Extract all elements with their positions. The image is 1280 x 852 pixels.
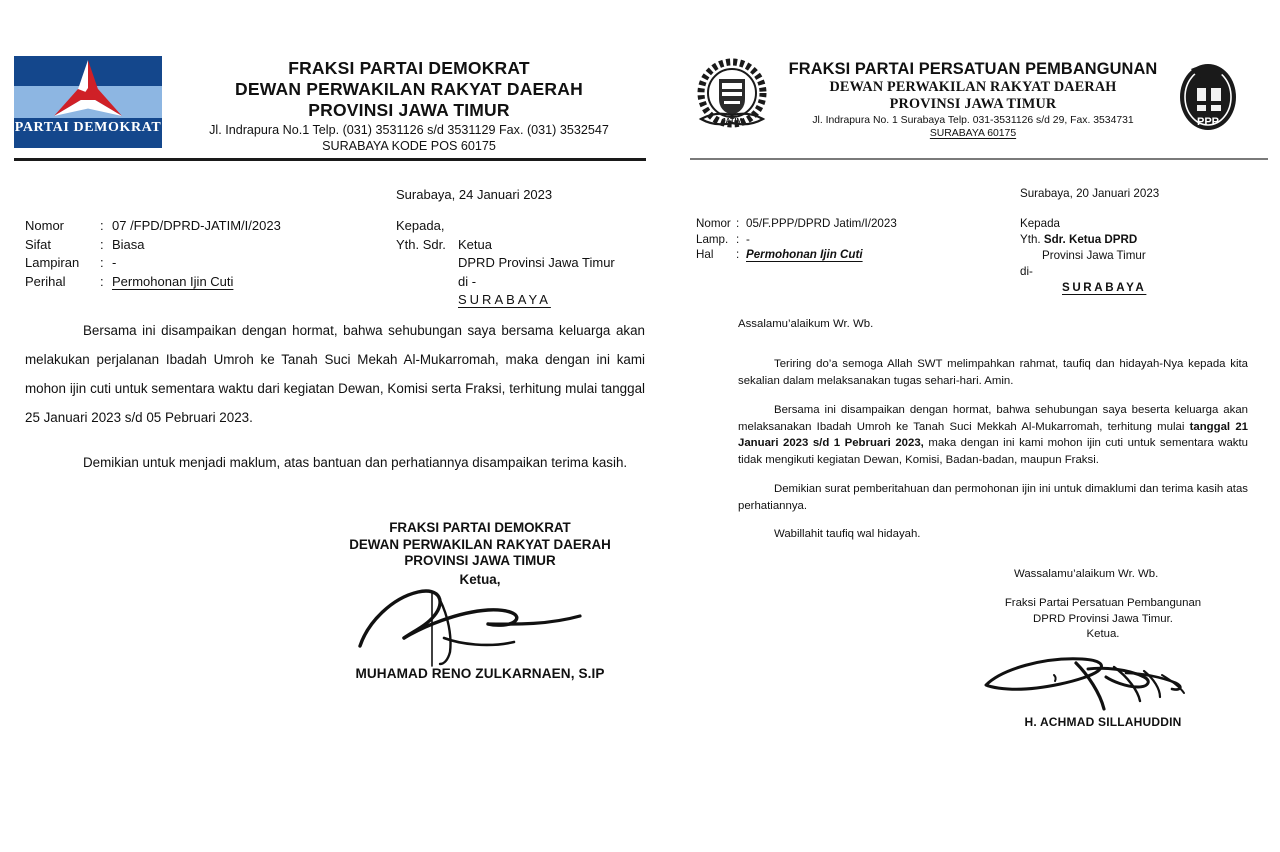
signature-org-line-2: DPRD Provinsi Jawa Timur. <box>1033 612 1173 625</box>
ppp-party-emblem-icon <box>1173 57 1243 135</box>
meta-row <box>25 236 281 255</box>
meta-value-subject: Permohonan Ijin Cuti <box>746 248 863 261</box>
meta-sep: : <box>100 255 104 270</box>
signature-image-wrapper <box>300 588 660 666</box>
meta-row <box>696 232 897 248</box>
meta-row <box>25 217 281 236</box>
closing-wabillahit: Wabillahit taufiq wal hidayah. <box>774 528 921 540</box>
closing-wassalam: Wassalamu’alaikum Wr. Wb. <box>1014 568 1159 580</box>
logo-caption: PARTAI DEMOKRAT <box>14 120 162 135</box>
meta-row <box>696 247 897 263</box>
meta-key: Lamp. <box>696 232 729 246</box>
meta-row <box>696 216 897 232</box>
org-line-2: DEWAN PERWAKILAN RAKYAT DAERAH <box>829 79 1117 95</box>
signature-role: Ketua. <box>1086 628 1120 640</box>
body-text: Bersama ini disampaikan dengan hormat, bahwa sehubungan saya beserta keluarga akan melaksanakan Ibadah Umroh ke Tanah Suci Mekkah Al-Mukarromah, terhitung mulai <box>738 404 1248 433</box>
addressee-name: Ketua <box>458 236 492 252</box>
header-divider-right <box>690 158 1268 160</box>
meta-sep: : <box>736 248 740 261</box>
signature-org-line-1: FRAKSI PARTAI DEMOKRAT <box>389 520 571 535</box>
org-postal: SURABAYA KODE POS 60175 <box>322 139 496 153</box>
meta-sep: : <box>100 236 104 252</box>
meta-key: Sifat <box>25 236 52 252</box>
meta-key: Perihal <box>25 273 66 289</box>
meta-key: Nomor <box>696 217 731 230</box>
partai-demokrat-logo <box>14 56 162 148</box>
body-paragraph <box>738 402 1248 468</box>
addressee-block-right <box>1020 216 1146 296</box>
addressee-yth-prefix: Yth. <box>1020 233 1041 246</box>
header-divider-left <box>14 158 646 161</box>
org-line-1: FRAKSI PARTAI PERSATUAN PEMBANGUNAN <box>788 60 1158 78</box>
meta-row <box>25 254 281 273</box>
body-paragraph: Demikian untuk menjadi maklum, atas bantuan dan perhatiannya disampaikan terima kasih. <box>83 455 628 470</box>
org-address: Jl. Indrapura No. 1 Surabaya Telp. 031-3531126 s/d 29, Fax. 3534731 <box>812 115 1134 126</box>
org-postal: SURABAYA 60175 <box>929 128 1017 139</box>
meta-key: Nomor <box>25 218 65 233</box>
tristar-icon <box>48 58 128 122</box>
signature-org-line-1: Fraksi Partai Persatuan Pembangunan <box>1004 597 1202 609</box>
org-address: Jl. Indrapura No.1 Telp. (031) 3531126 s/d 3531129 Fax. (031) 3532547 <box>209 123 609 137</box>
addressee-institution: DPRD Provinsi Jawa Timur <box>458 255 615 270</box>
signature-icon <box>976 633 1226 717</box>
letterhead-left <box>0 52 660 157</box>
signature-image-wrapper <box>938 643 1268 715</box>
addressee-yth: Yth. Sdr. <box>396 236 446 252</box>
body-paragraph <box>738 481 1248 514</box>
org-line-3: PROVINSI JAWA TIMUR <box>889 96 1057 112</box>
meta-key: Lampiran <box>25 255 80 270</box>
signature-icon <box>348 582 598 668</box>
org-line-1: FRAKSI PARTAI DEMOKRAT <box>288 58 530 78</box>
signature-name: MUHAMAD RENO ZULKARNAEN, S.IP <box>355 665 605 681</box>
letter-body-left <box>25 316 645 493</box>
meta-sep: : <box>100 218 104 233</box>
body-paragraph: Bersama ini disampaikan dengan hormat, bahwa sehubungan saya bersama keluarga akan melakukan perjalanan Ibadah Umroh ke Tanah Suci Mekah Al-Mukarromah, maka dengan ini kami mohon ijin cuti untuk sementara waktu dari kegiatan Dewan, Komisi serta Fraksi, terhitung mulai tanggal 25 Januari 2023 s/d 05 Pebruari 2023. <box>25 323 645 425</box>
letter-meta-left <box>25 217 281 291</box>
addressee-city: SURABAYA <box>1062 281 1147 294</box>
dprd-jatim-emblem-icon <box>693 57 771 137</box>
signature-org-line-2: DEWAN PERWAKILAN RAKYAT DAERAH <box>349 536 611 552</box>
signature-name: H. ACHMAD SILLAHUDDIN <box>1024 714 1182 729</box>
signature-org-line-3: PROVINSI JAWA TIMUR <box>404 553 556 568</box>
meta-key: Hal <box>696 248 714 261</box>
svg-text:PPP: PPP <box>1196 116 1220 128</box>
addressee-name: Sdr. Ketua DPRD <box>1043 233 1138 246</box>
meta-value-subject: Permohonan Ijin Cuti <box>112 273 234 289</box>
org-line-3: PROVINSI JAWA TIMUR <box>308 100 510 120</box>
addressee-city: SURABAYA <box>458 292 551 307</box>
body-text: maka dengan ini kami mohon ijin cuti untuk sementara waktu tidak mengikuti kegiatan Dewan, Komisi, Badan-badan, maupun Fraksi. <box>738 437 1248 466</box>
place-date-left: Surabaya, 24 Januari 2023 <box>396 187 553 202</box>
place-date-right: Surabaya, 20 Januari 2023 <box>1020 187 1160 200</box>
org-line-2: DEWAN PERWAKILAN RAKYAT DAERAH <box>235 79 583 99</box>
meta-value: - <box>112 255 117 270</box>
addressee-kepada: Kepada <box>1020 217 1060 230</box>
addressee-di: di- <box>1020 265 1033 278</box>
signature-block-left <box>300 520 660 681</box>
greeting-right: Assalamu’alaikum Wr. Wb. <box>738 318 874 330</box>
meta-value: 07 /FPD/DPRD-JATIM/I/2023 <box>112 218 281 233</box>
signature-role: Ketua, <box>459 571 501 587</box>
signature-block-right <box>938 596 1268 729</box>
meta-sep: : <box>100 273 104 289</box>
addressee-institution: Provinsi Jawa Timur <box>1042 249 1146 262</box>
letter-meta-right <box>696 216 897 263</box>
svg-text:JATIM: JATIM <box>721 118 743 125</box>
body-text: Teriring do’a semoga Allah SWT melimpahkan rahmat, taufiq dan hidayah-Nya kepada kita sekalian dalam melaksanakan tugas sehari-hari. Amin. <box>738 358 1248 387</box>
meta-value: 05/F.PPP/DPRD Jatim/I/2023 <box>746 217 897 230</box>
addressee-di: di - <box>458 273 477 289</box>
body-text-bold: tanggal 21 Januari 2023 s/d 1 Pebruari 2023, <box>738 420 1248 449</box>
body-paragraph <box>738 356 1248 389</box>
meta-sep: : <box>736 217 740 230</box>
letterhead-titles-right <box>773 60 1173 140</box>
meta-row <box>25 273 281 292</box>
letterhead-titles-left <box>170 58 648 154</box>
addressee-block-left <box>396 217 615 310</box>
addressee-kepada: Kepada, <box>396 218 445 233</box>
letter-body-right <box>738 356 1248 527</box>
meta-sep: : <box>736 232 740 246</box>
meta-value: - <box>746 232 750 246</box>
body-text: Demikian surat pemberitahuan dan permohonan ijin ini untuk dimaklumi dan terima kasih atas perhatiannya. <box>738 483 1248 512</box>
letterhead-right <box>668 52 1280 160</box>
letter-ppp <box>668 0 1280 852</box>
meta-value: Biasa <box>112 236 145 252</box>
